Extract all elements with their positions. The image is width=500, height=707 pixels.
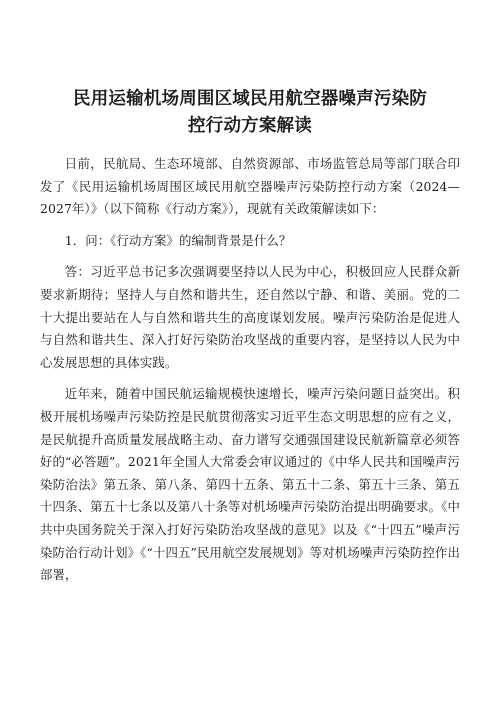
background-paragraph: 近年来，随着中国民航运输规模快速增长，噪声污染问题日益突出。积极开展机场噪声污染防控是民航贯彻落实习近平生态文明思想的应有之义，是民航提升高质量发展战略主动、奋力谱写交通强国建设民航新篇章必须答好的“必答题”。2021年全国人大常委会审议通过的《中华人民共和国噪声污染防治法》第五条、第八条、第四十五条、第五十二条、第五十三条、第五十四条、第五十七条以及第八十条等对机场噪声污染防治提出明确要求。《中共中央国务院关于深入打好污染防治攻坚战的意见》以及《“十四五”噪声污染防治行动计划》《“十四五”民用航空发展规划》等对机场噪声污染防控作出部署， bbox=[40, 386, 460, 583]
title-line-2: 控行动方案解读 bbox=[188, 116, 312, 136]
document-title bbox=[40, 86, 460, 140]
title-line-1: 民用运输机场周围区域民用航空器噪声污染防 bbox=[73, 89, 427, 109]
question-1: 1．问：《行动方案》的编制背景是什么？ bbox=[64, 232, 292, 248]
intro-paragraph: 日前，民航局、生态环境部、自然资源部、市场监管总局等部门联合印发了《民用运输机场周围区域民用航空器噪声污染防控行动方案（2024—2027年）》（以下简称《行动方案》），现就有关政策解读如下： bbox=[40, 156, 460, 217]
answer-1-paragraph: 答：习近平总书记多次强调要坚持以人民为中心，积极回应人民群众新要求新期待；坚持人与自然和谐共生，还自然以宁静、和谐、美丽。党的二十大提出要站在人与自然和谐共生的高度谋划发展。噪声污染防治是促进人与自然和谐共生、深入打好污染防治攻坚战的重要内容，是坚持以人民为中心发展思想的具体实践。 bbox=[40, 264, 460, 370]
